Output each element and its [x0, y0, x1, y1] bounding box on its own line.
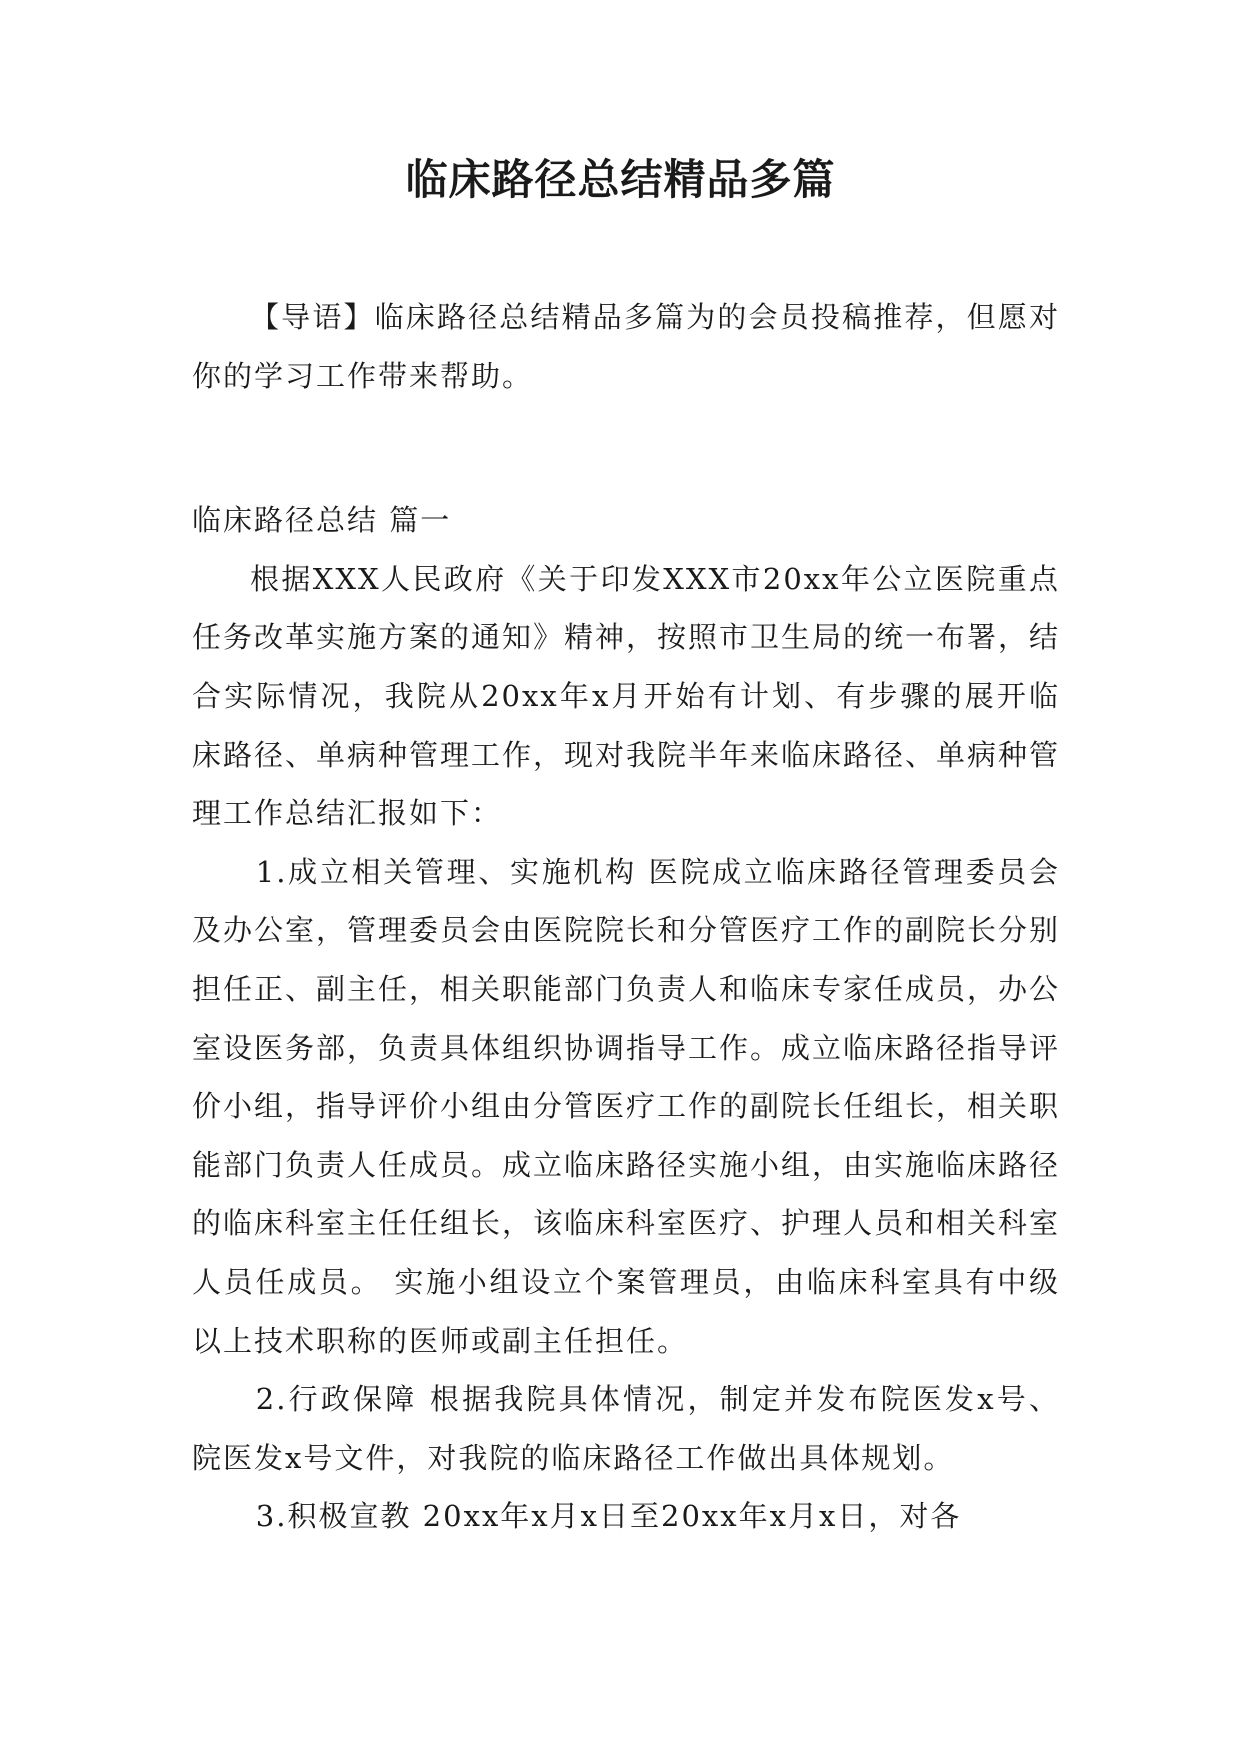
body-paragraph-1: 根据XXX人民政府《关于印发XXX市20xx年公立医院重点任务改革实施方案的通知》精神，按照市卫生局的统一布署，结合实际情况，我院从20xx年x月开始有计划、有步骤的展开临床路径、单病种管理工作，现对我院半年来临床路径、单病种管理工作总结汇报如下： [192, 561, 1061, 831]
body-paragraph-3: 2.行政保障 根据我院具体情况，制定并发布院医发x号、院医发x号文件，对我院的临床路径工作做出具体规划。 [192, 1382, 1060, 1475]
document-body [192, 288, 1060, 1546]
body-paragraph-2: 1.成立相关管理、实施机构 医院成立临床路径管理委员会及办公室，管理委员会由医院院长和分管医疗工作的副院长分别担任正、副主任，相关职能部门负责人和临床专家任成员，办公室设医务部，负责具体组织协调指导工作。成立临床路径指导评价小组，指导评价小组由分管医疗工作的副院长任组长，相关职能部门负责人任成员。成立临床路径实施小组，由实施临床路径的临床科室主任任组长，该临床科室医疗、护理人员和相关科室人员任成员。 实施小组设立个案管理员，由临床科室具有中级以上技术职称的医师或副主任担任。 [192, 854, 1061, 1358]
intro-paragraph: 【导语】临床路径总结精品多篇为的会员投稿推荐，但愿对你的学习工作带来帮助。 [192, 300, 1060, 393]
spacer [192, 405, 1060, 491]
document-title: 临床路径总结精品多篇 [405, 155, 836, 204]
section-heading: 临床路径总结 篇一 [192, 503, 452, 538]
body-paragraph-4: 3.积极宣教 20xx年x月x日至20xx年x月x日，对各 [255, 1499, 962, 1534]
